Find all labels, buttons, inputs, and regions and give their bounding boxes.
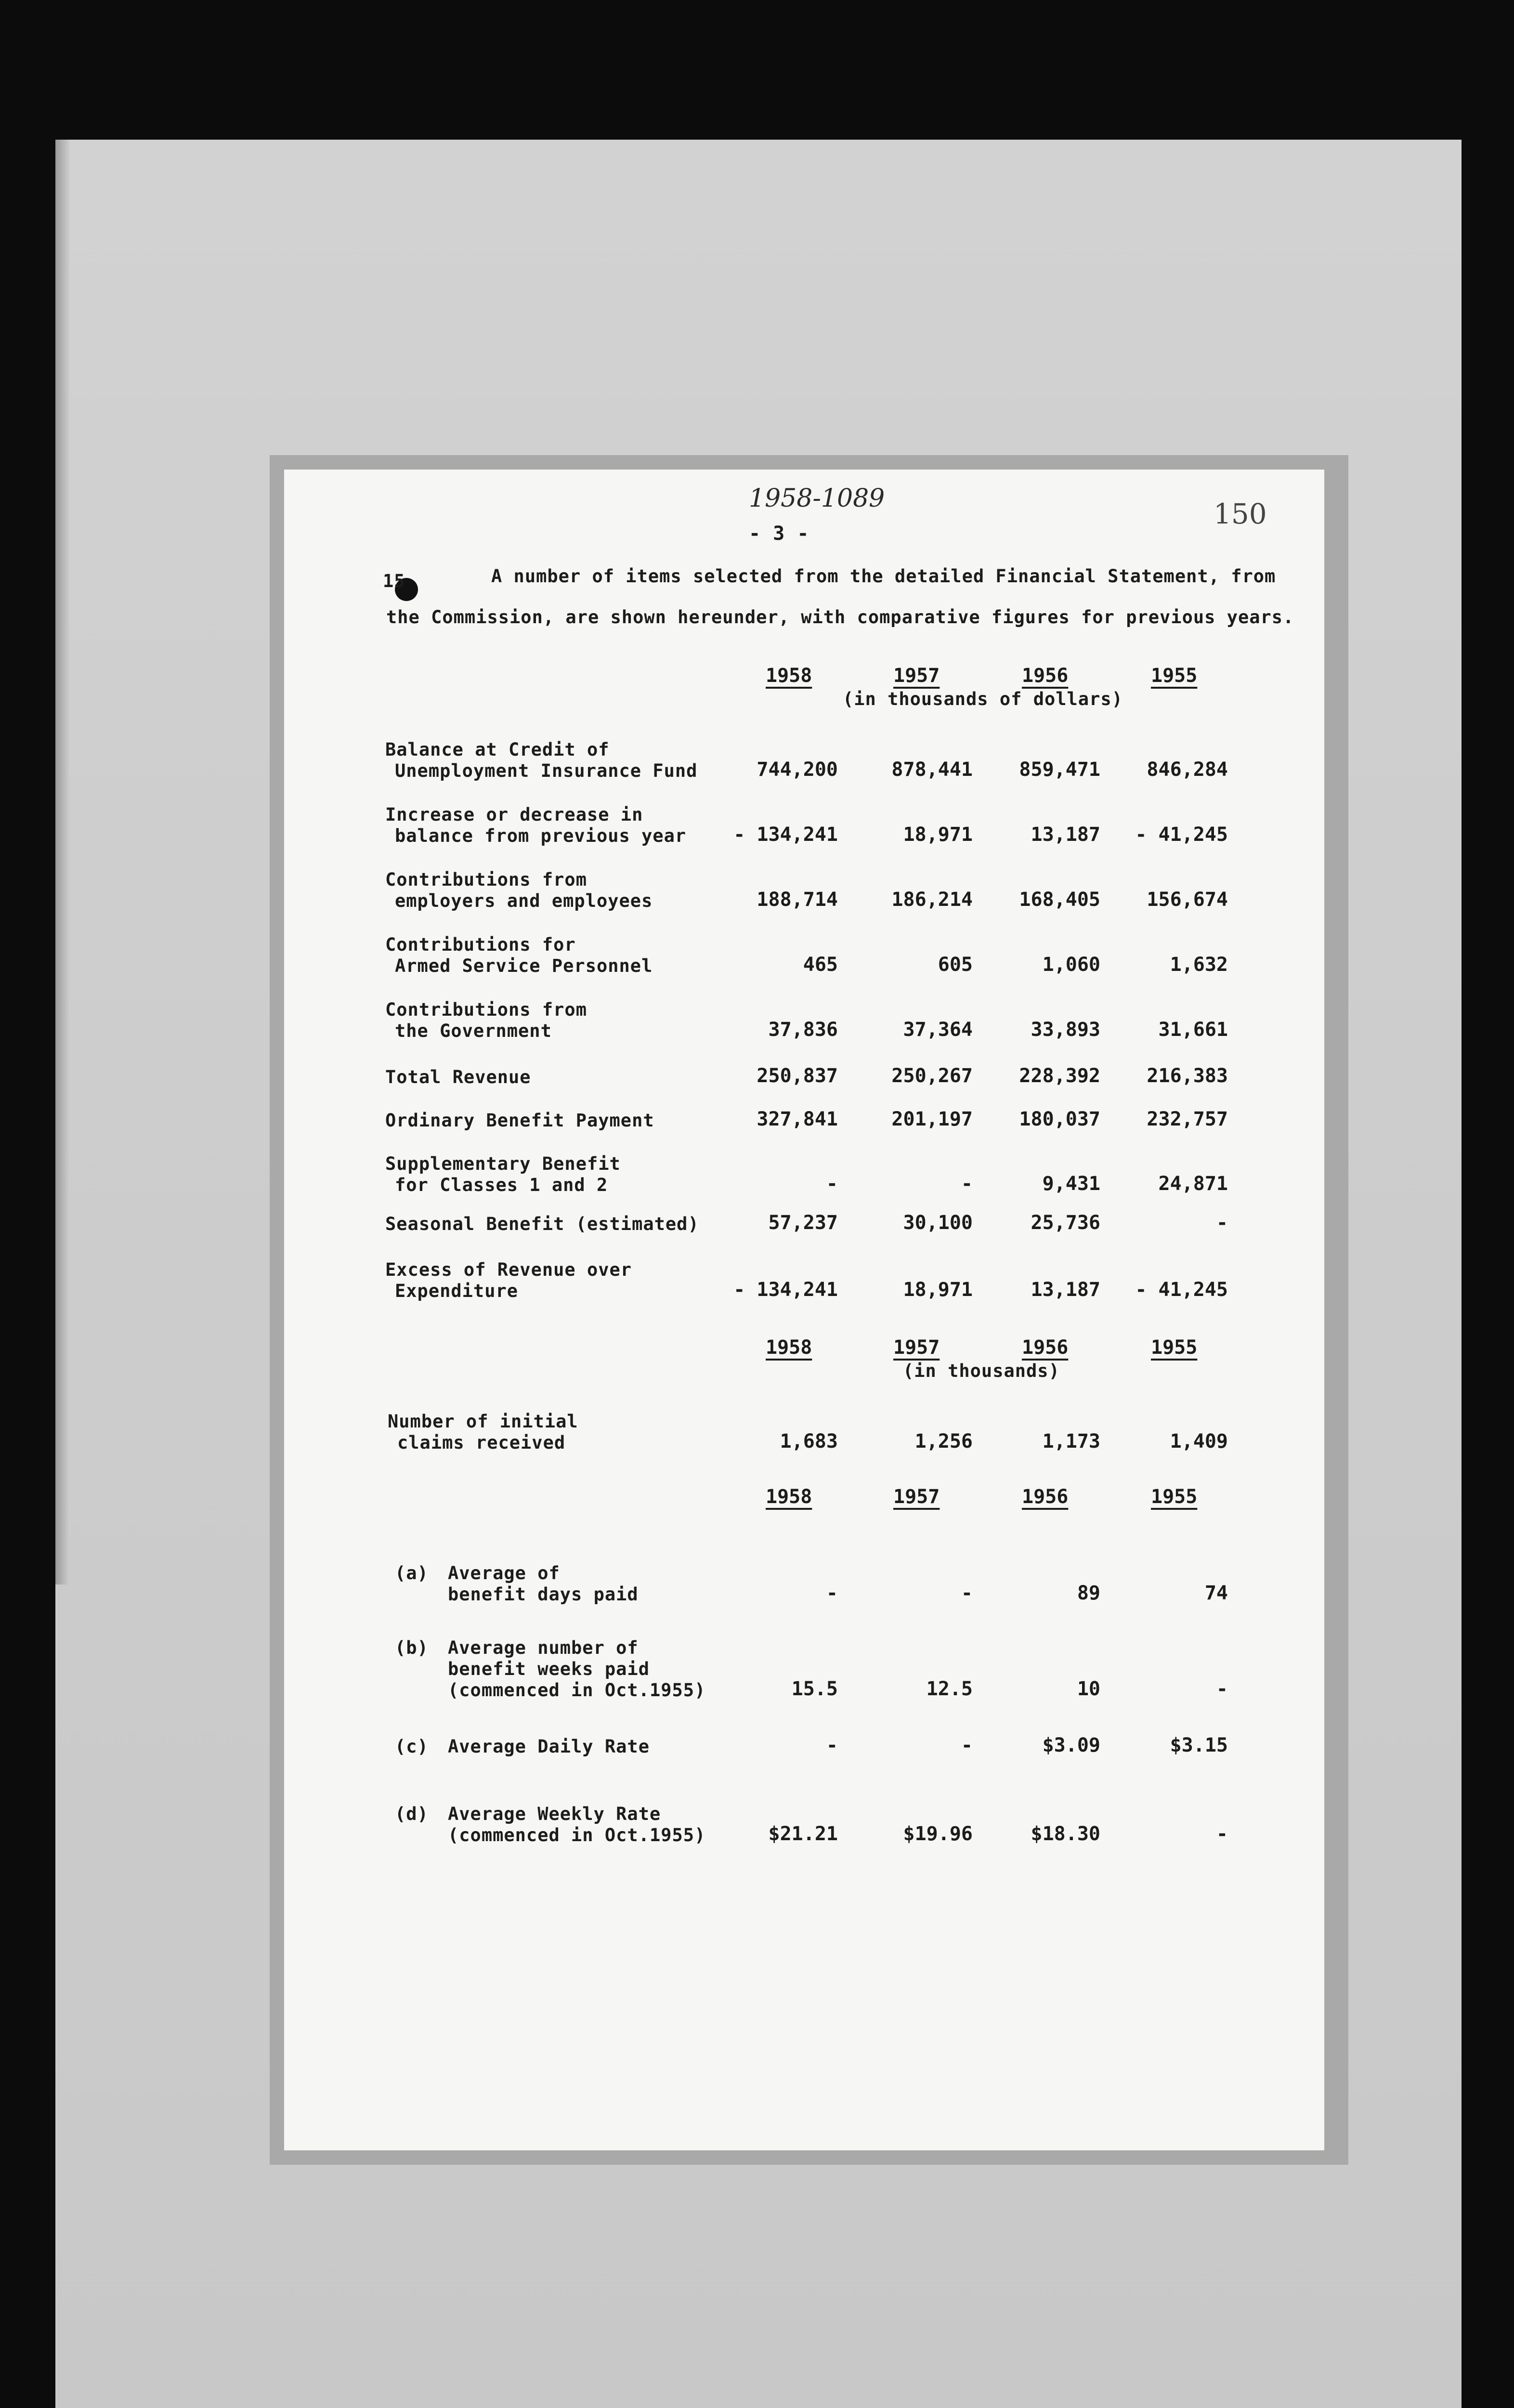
row-marker: (d) <box>395 1804 429 1824</box>
row-value: 1,060 <box>1042 954 1100 976</box>
row-marker: (b) <box>395 1637 429 1658</box>
row-label: Average Weekly Rate <box>448 1804 661 1824</box>
row-value: 33,893 <box>1031 1019 1100 1041</box>
row-value: 25,736 <box>1031 1212 1100 1234</box>
row-value: 37,836 <box>768 1019 838 1041</box>
row-value: - 134,241 <box>733 1279 838 1301</box>
row-label: Average of <box>448 1563 560 1584</box>
row-value: 1,632 <box>1170 954 1228 976</box>
row-label: Supplementary Benefit <box>385 1153 621 1174</box>
stamp-number: 150 <box>1214 497 1267 530</box>
row-value: 186,214 <box>891 889 973 911</box>
outer-sheet-edge <box>55 140 70 1584</box>
row-marker: (a) <box>395 1563 429 1584</box>
row-value: - <box>1216 1212 1228 1234</box>
row-label: Number of initial <box>388 1411 578 1432</box>
row-value: 859,471 <box>1019 759 1100 781</box>
row-value: $3.15 <box>1170 1734 1228 1756</box>
row-value: 878,441 <box>891 759 973 781</box>
year-header-1955: 1955 <box>1151 1486 1198 1508</box>
year-header-1957: 1957 <box>893 1486 940 1508</box>
row-value: 31,661 <box>1158 1019 1228 1041</box>
row-label: Contributions from <box>385 999 587 1020</box>
row-value: 465 <box>803 954 838 976</box>
intro-line-1: A number of items selected from the detailed Financial Statement, from <box>491 566 1276 587</box>
row-value: $18.30 <box>1031 1823 1100 1845</box>
row-value: 250,837 <box>757 1065 838 1087</box>
row-label: Contributions from <box>385 869 587 890</box>
row-label: balance from previous year <box>395 825 687 846</box>
row-value: 37,364 <box>903 1019 973 1041</box>
row-value: 74 <box>1204 1582 1228 1604</box>
row-label: Total Revenue <box>385 1067 531 1087</box>
row-value: 201,197 <box>891 1108 973 1130</box>
row-label: benefit days paid <box>448 1584 639 1605</box>
document-page <box>284 470 1324 2150</box>
row-value: 89 <box>1077 1582 1100 1604</box>
row-value: - <box>961 1582 973 1604</box>
row-value: 13,187 <box>1031 1279 1100 1301</box>
page-number: - 3 - <box>749 523 809 545</box>
year-header-1956: 1956 <box>1022 1486 1069 1508</box>
row-value: 605 <box>938 954 973 976</box>
row-label: Seasonal Benefit (estimated) <box>385 1214 699 1234</box>
unit-note: (in thousands) <box>903 1361 1060 1381</box>
row-label: the Government <box>395 1021 552 1041</box>
unit-note: (in thousands of dollars) <box>843 689 1123 709</box>
row-label: Unemployment Insurance Fund <box>395 760 698 781</box>
row-value: $3.09 <box>1042 1734 1100 1756</box>
row-value: - 134,241 <box>733 824 838 846</box>
year-header-1958: 1958 <box>766 1336 812 1359</box>
row-label: Armed Service Personnel <box>395 955 653 976</box>
row-value: - 41,245 <box>1135 824 1228 846</box>
row-value: 30,100 <box>903 1212 973 1234</box>
row-value: $19.96 <box>903 1823 973 1845</box>
row-value: - <box>961 1734 973 1756</box>
year-header-1957: 1957 <box>893 665 940 687</box>
row-value: 168,405 <box>1019 889 1100 911</box>
row-label: for Classes 1 and 2 <box>395 1175 608 1195</box>
row-value: - <box>1216 1823 1228 1845</box>
row-value: $21.21 <box>768 1823 838 1845</box>
row-value: - <box>826 1173 838 1195</box>
row-value: 1,683 <box>780 1430 838 1453</box>
row-value: 24,871 <box>1158 1173 1228 1195</box>
row-value: 327,841 <box>757 1108 838 1130</box>
row-label: claims received <box>397 1432 566 1453</box>
row-value: 13,187 <box>1031 824 1100 846</box>
row-value: 9,431 <box>1042 1173 1100 1195</box>
row-value: 15.5 <box>791 1678 838 1700</box>
row-value: 744,200 <box>757 759 838 781</box>
handwritten-reference: 1958-1089 <box>749 484 885 513</box>
row-label: Excess of Revenue over <box>385 1259 632 1280</box>
row-marker: (c) <box>395 1736 429 1757</box>
row-value: 12.5 <box>926 1678 973 1700</box>
row-label: Increase or decrease in <box>385 804 643 825</box>
row-value: - <box>826 1734 838 1756</box>
row-value: 232,757 <box>1147 1108 1228 1130</box>
row-label: employers and employees <box>395 890 653 911</box>
paragraph-number: 15 <box>383 571 405 591</box>
row-label: Balance at Credit of <box>385 739 610 760</box>
row-label: Contributions for <box>385 934 576 955</box>
row-label: Expenditure <box>395 1281 519 1301</box>
intro-line-2: the Commission, are shown hereunder, with comparative figures for previous years. <box>386 607 1294 628</box>
row-value: 1,409 <box>1170 1430 1228 1453</box>
row-label: (commenced in Oct.1955) <box>448 1825 706 1845</box>
row-value: 228,392 <box>1019 1065 1100 1087</box>
row-label: Average Daily Rate <box>448 1736 650 1757</box>
row-value: - 41,245 <box>1135 1279 1228 1301</box>
row-label: (commenced in Oct.1955) <box>448 1680 706 1701</box>
row-value: 188,714 <box>757 889 838 911</box>
row-value: - <box>1216 1678 1228 1700</box>
row-value: - <box>961 1173 973 1195</box>
row-label: benefit weeks paid <box>448 1659 650 1679</box>
row-value: 156,674 <box>1147 889 1228 911</box>
year-header-1955: 1955 <box>1151 1336 1198 1359</box>
year-header-1956: 1956 <box>1022 665 1069 687</box>
row-value: - <box>826 1582 838 1604</box>
row-value: 57,237 <box>768 1212 838 1234</box>
row-value: 18,971 <box>903 824 973 846</box>
row-value: 1,256 <box>914 1430 973 1453</box>
row-value: 250,267 <box>891 1065 973 1087</box>
row-value: 1,173 <box>1042 1430 1100 1453</box>
row-value: 180,037 <box>1019 1108 1100 1130</box>
row-value: 846,284 <box>1147 759 1228 781</box>
row-value: 10 <box>1077 1678 1100 1700</box>
year-header-1958: 1958 <box>766 1486 812 1508</box>
year-header-1958: 1958 <box>766 665 812 687</box>
row-value: 18,971 <box>903 1279 973 1301</box>
row-value: 216,383 <box>1147 1065 1228 1087</box>
year-header-1955: 1955 <box>1151 665 1198 687</box>
year-header-1957: 1957 <box>893 1336 940 1359</box>
row-label: Ordinary Benefit Payment <box>385 1110 654 1131</box>
row-label: Average number of <box>448 1637 639 1658</box>
year-header-1956: 1956 <box>1022 1336 1069 1359</box>
